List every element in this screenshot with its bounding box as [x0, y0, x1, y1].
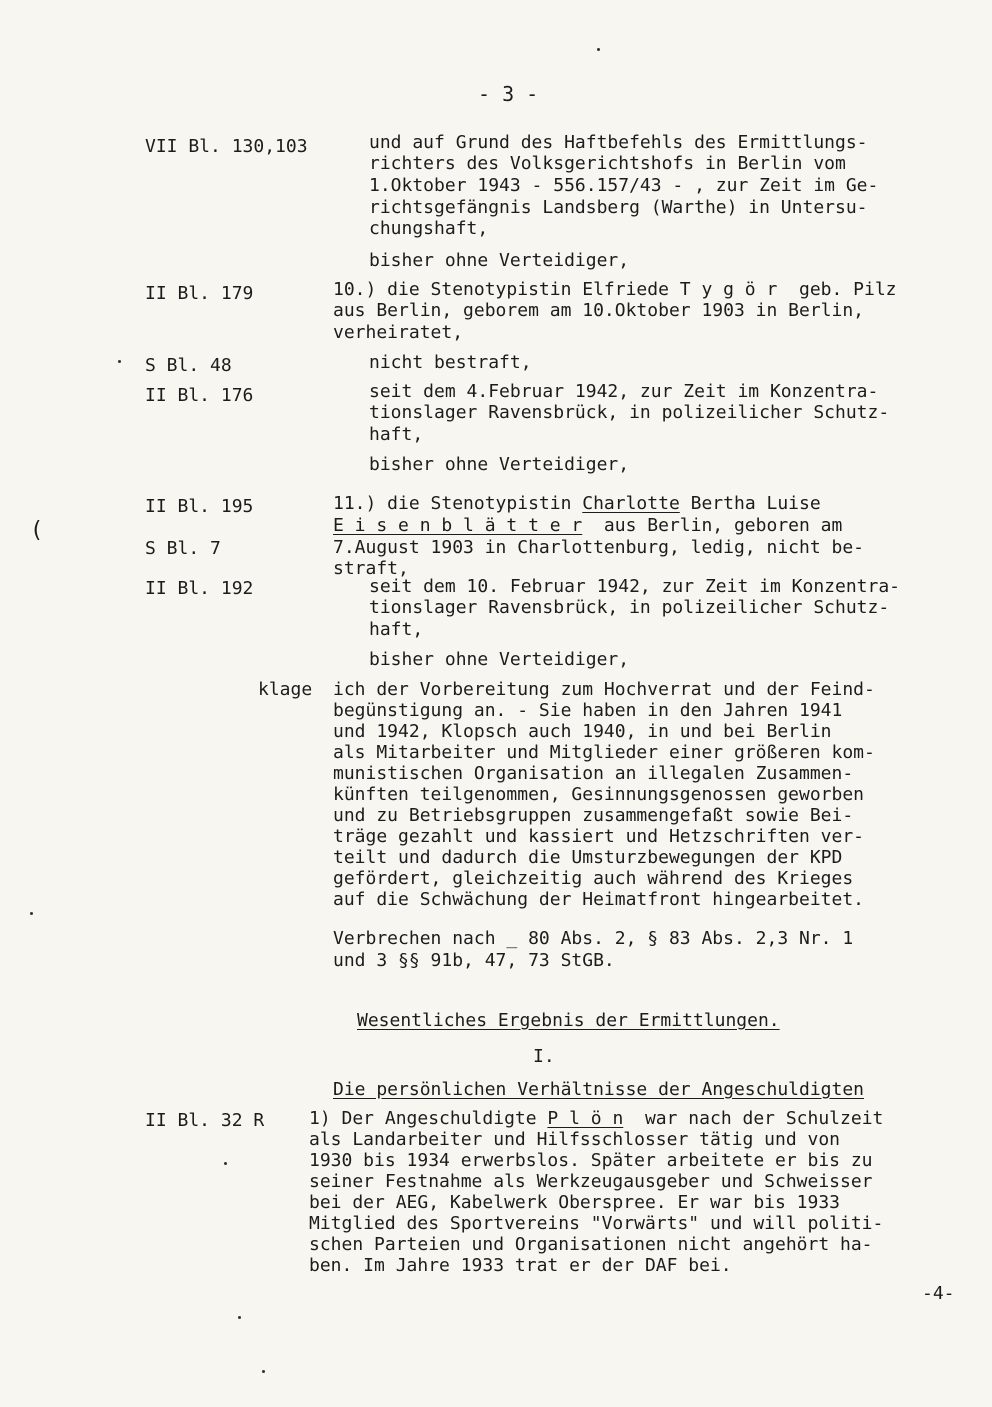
charge-line: munistischen Organisation an illegalen Zusammen- — [333, 763, 854, 784]
para-1-line: Mitglied des Sportvereins "Vorwärts" und will politi- — [309, 1213, 884, 1234]
page-number: - 3 - — [478, 82, 539, 106]
block-10-line: 10.) die Stenotypistin Elfriede T y g ö r geb. Pilz — [333, 279, 897, 300]
paper-speck — [262, 1370, 265, 1373]
block-11-surname-underlined: E i s e n b l ä t t e r — [333, 515, 583, 536]
paper-speck — [30, 912, 33, 915]
block-10-not-punished: nicht bestraft, — [369, 352, 532, 373]
ref-s-48: S Bl. 48 — [145, 355, 232, 376]
block-a-line: chungshaft, — [369, 218, 489, 239]
margin-mark: ( — [30, 518, 44, 543]
ref-ii-179: II Bl. 179 — [145, 283, 254, 304]
para-1-line1 — [309, 1108, 883, 1130]
crimes-line: Verbrechen nach _ 80 Abs. 2, § 83 Abs. 2,3 Nr. 1 — [333, 928, 854, 949]
block-11-detention: seit dem 10. Februar 1942, zur Zeit im Konzentra- — [369, 576, 901, 597]
block-a-line: 1.Oktober 1943 - 556.157/43 - , zur Zeit im Ge- — [369, 175, 879, 196]
charge-line: und zu Betriebsgruppen zusammengefaßt sowie Bei- — [333, 805, 854, 826]
block-11-prefix: 11.) die Stenotypistin — [333, 493, 583, 514]
charge-line: und 1942, Klopsch auch 1940, in und bei Berlin — [333, 721, 832, 742]
paper-speck — [118, 360, 121, 363]
ref-s-7: S Bl. 7 — [145, 538, 221, 559]
para-1-line: 1930 bis 1934 erwerbslos. Später arbeitete er bis zu — [309, 1150, 873, 1171]
charge-line: auf die Schwächung der Heimatfront hingearbeitet. — [333, 889, 865, 910]
block-11-line: 7.August 1903 in Charlottenburg, ledig, nicht be- — [333, 537, 865, 558]
para-1-line: schen Parteien und Organisationen nicht angehört ha- — [309, 1234, 873, 1255]
para-1-line: als Landarbeiter und Hilfsschlosser tätig und von — [309, 1129, 841, 1150]
para-1-name-underlined: P l ö n — [547, 1108, 624, 1129]
charge-line: teilt und dadurch die Umsturzbewegungen der KPD — [333, 847, 843, 868]
block-11-name-underlined: Charlotte — [582, 493, 680, 514]
block-10-detention: tionslager Ravensbrück, in polizeilicher Schutz- — [369, 402, 890, 423]
block-10-line: verheiratet, — [333, 322, 464, 343]
ref-ii-192: II Bl. 192 — [145, 578, 254, 599]
subheading: Die persönlichen Verhältnisse der Angeschuldigten — [333, 1079, 865, 1100]
block-a-line: richtsgefängnis Landsberg (Warthe) in Untersu- — [369, 197, 868, 218]
block-10-defense: bisher ohne Verteidiger, — [369, 454, 630, 475]
block-10-line: aus Berlin, geborem am 10.Oktober 1903 in Berlin, — [333, 300, 865, 321]
block-10-detention: haft, — [369, 424, 424, 445]
para-1-suffix: war nach der Schulzeit — [623, 1108, 884, 1129]
ref-ii-195: II Bl. 195 — [145, 496, 254, 517]
charge-line: künften teilgenommen, Gesinnungsgenossen geworben — [333, 784, 865, 805]
block-11-detention: tionslager Ravensbrück, in polizeilicher Schutz- — [369, 597, 890, 618]
charge-line: gefördert, gleichzeitig auch während des Krieges — [333, 868, 854, 889]
roman-numeral: I. — [533, 1046, 555, 1067]
block-11-suffix: Bertha Luise — [679, 493, 821, 514]
block-10-detention: seit dem 4.Februar 1942, zur Zeit im Konzentra- — [369, 381, 879, 402]
block-11-line: straft, — [333, 558, 409, 579]
charge-line: träge gezahlt und kassiert und Hetzschriften ver- — [333, 826, 865, 847]
paper-speck — [238, 1316, 241, 1319]
block-11-line1 — [333, 493, 821, 515]
crimes-line: und 3 §§ 91b, 47, 73 StGB. — [333, 950, 615, 971]
charge-line: ich der Vorbereitung zum Hochverrat und der Feind- — [333, 679, 875, 700]
charge-line: als Mitarbeiter und Mitglieder einer größeren kom- — [333, 742, 875, 763]
block-a-line: und auf Grund des Haftbefehls des Ermittlungs- — [369, 132, 868, 153]
next-page-marker: -4- — [922, 1283, 955, 1304]
charge-line: begünstigung an. - Sie haben in den Jahren 1941 — [333, 700, 843, 721]
ref-vii-130-103: VII Bl. 130,103 — [145, 136, 308, 157]
paper-speck — [224, 1162, 227, 1165]
ref-ii-32r: II Bl. 32 R — [145, 1110, 265, 1131]
block-a-defense: bisher ohne Verteidiger, — [369, 250, 630, 271]
block-11-line2-suffix: aus Berlin, geboren am — [582, 515, 843, 536]
block-11-detention: haft, — [369, 619, 424, 640]
para-1-line: ben. Im Jahre 1933 trat er der DAF bei. — [309, 1255, 732, 1276]
charge-lead: klage — [258, 679, 313, 700]
section-heading: Wesentliches Ergebnis der Ermittlungen. — [357, 1010, 780, 1031]
para-1-line: seiner Festnahme als Werkzeugausgeber und Schweisser — [309, 1171, 873, 1192]
block-11-defense: bisher ohne Verteidiger, — [369, 649, 630, 670]
para-1-line: bei der AEG, Kabelwerk Oberspree. Er war bis 1933 — [309, 1192, 841, 1213]
para-1-prefix: 1) Der Angeschuldigte — [309, 1108, 548, 1129]
block-a-line: richters des Volksgerichtshofs in Berlin vom — [369, 153, 846, 174]
ref-ii-176: II Bl. 176 — [145, 385, 254, 406]
paper-speck — [597, 48, 600, 51]
block-11-line2 — [333, 515, 842, 537]
